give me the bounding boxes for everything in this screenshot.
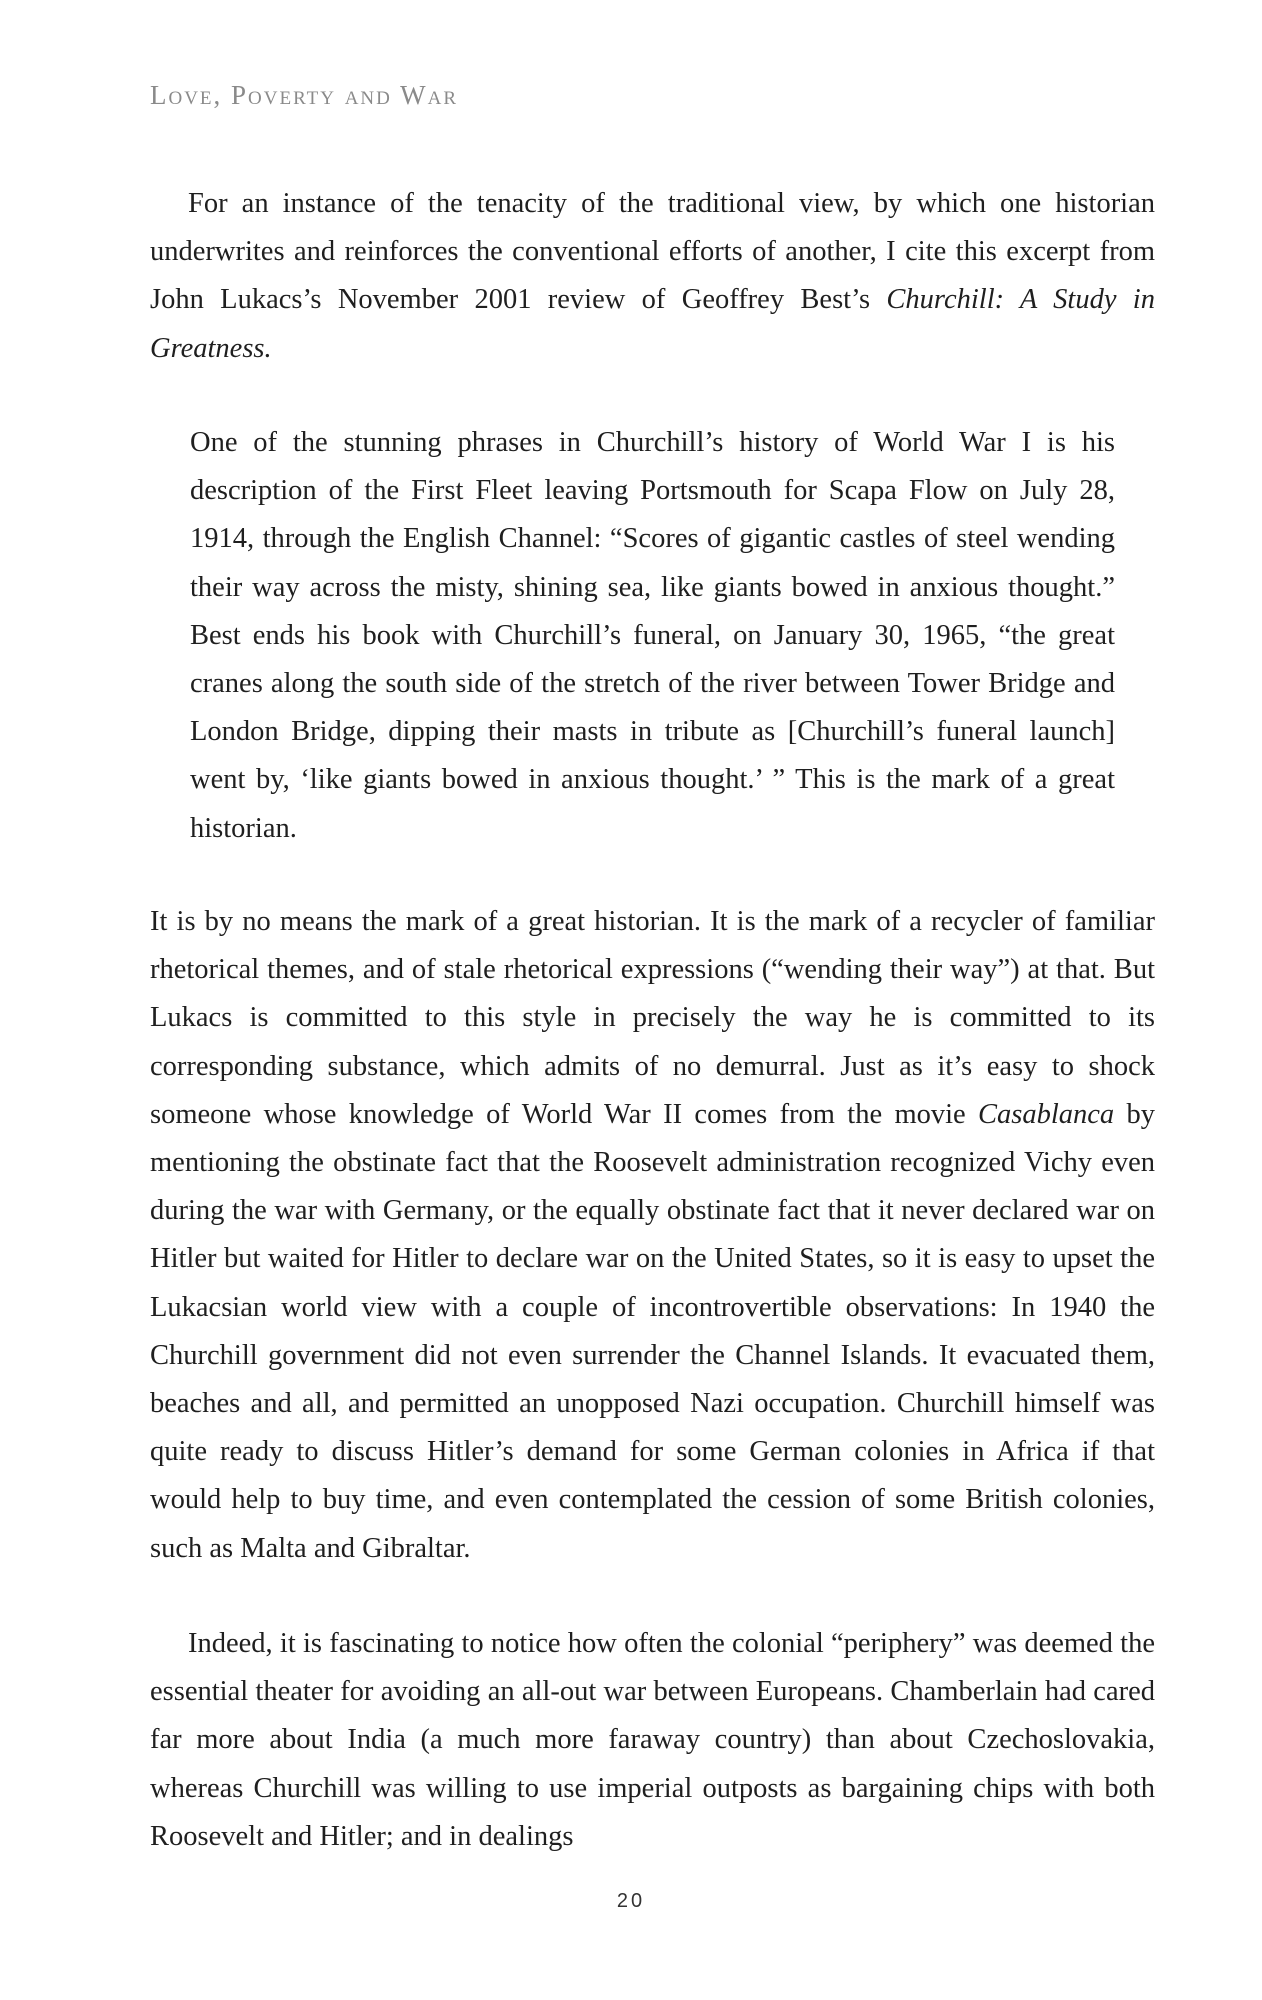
- paragraph-intro-text: For an instance of the tenacity of the traditional view, by which one historian underwrites and reinforces the conventional efforts of another, I cite this excerpt from John Lukacs’s November 2001 review of Geoffrey Best’s: [150, 188, 1155, 316]
- film-title: Casablanca: [978, 1098, 1115, 1130]
- block-quote: One of the stunning phrases in Churchill’s history of World War I is his description of the First Fleet leaving Portsmouth for Scapa Flow on July 28, 1914, through the English Channel: “Scores of gigantic castles of steel wending their way across the misty, shining sea, like giants bowed in anxious thought.” Best ends his book with Churchill’s funeral, on January 30, 1965, “the great cranes along the south side of the stretch of the river between Tower Bridge and London Bridge, dipping their masts in tribute as [Churchill’s funeral launch] went by, ‘like giants bowed in anxious thought.’ ” This is the mark of a great historian.: [190, 427, 1115, 844]
- paragraph-response-after: by mentioning the obstinate fact that the Roosevelt administration recognized Vichy even during the war with Germany, or the equally obstinate fact that it never declared war on Hitler but waited for Hitler to declare war on the United States, so it is easy to upset the Lukacsian world view with a couple of incontrovertible observations: In 1940 the Churchill government did not even surrender the Channel Islands. It evacuated them, beaches and all, and permitted an unopposed Nazi occupation. Churchill himself was quite ready to discuss Hitler’s demand for some German colonies in Africa if that would help to buy time, and even contemplated the cession of some British colonies, such as Malta and Gibraltar.: [150, 1098, 1155, 1564]
- paragraph-response-before: It is by no means the mark of a great historian. It is the mark of a recycler of familiar rhetorical themes, and of stale rhetorical expressions (“wending their way”) at that. But Lukacs is committed to this style in precisely the way he is committed to its corresponding substance, which admits of no demurral. Just as it’s easy to shock someone whose knowledge of World War II comes from the movie: [150, 906, 1155, 1130]
- book-title: Churchill: A Study in Greatness.: [150, 284, 1155, 364]
- paragraph-response: [150, 898, 1155, 1573]
- paragraph-colonial: Indeed, it is fascinating to notice how often the colonial “periphery” was deemed the essential theater for avoiding an all-out war between Europeans. Chamberlain had cared far more about India (a much more faraway country) than about Czechoslovakia, whereas Churchill was willing to use imperial outposts as bargaining chips with both Roosevelt and Hitler; and in dealings: [150, 1628, 1155, 1852]
- running-head: Love, Poverty and War: [150, 80, 459, 110]
- page-number: 20: [616, 1890, 646, 1912]
- paragraph-intro: [150, 180, 1155, 373]
